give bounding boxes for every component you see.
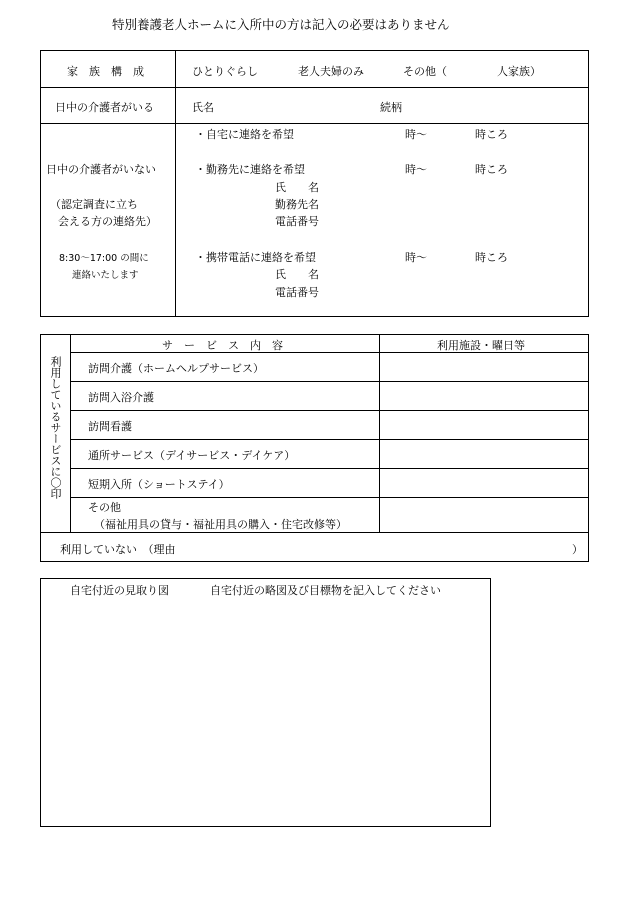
family-label: 家 族 構 成 xyxy=(67,65,144,78)
work-time-from: 時～ xyxy=(405,163,427,176)
contact-work[interactable]: ・勤務先に連絡を希望 xyxy=(195,163,305,176)
caregiver-name-label: 氏名 xyxy=(192,101,214,114)
table-divider xyxy=(70,334,71,532)
map-label: 自宅付近の見取り図 xyxy=(70,584,169,597)
caregiver-present-label: 日中の介護者がいる xyxy=(55,101,154,114)
services-col-content: サ ー ビ ス 内 容 xyxy=(162,339,283,352)
table-divider xyxy=(40,123,589,124)
work-time-to: 時ころ xyxy=(475,163,508,176)
contact-hours-2: 連絡いたします xyxy=(72,270,139,281)
mobile-phone-label: 電話番号 xyxy=(275,286,319,299)
service-row-short-stay[interactable]: 短期入所（ショートステイ） xyxy=(88,478,230,491)
table-divider xyxy=(70,381,589,382)
caregiver-relation-label: 続柄 xyxy=(380,101,402,114)
contact-hours-1: 8:30～17:00 の間に xyxy=(59,253,149,264)
services-col-facility: 利用施設・曜日等 xyxy=(437,339,525,352)
mobile-name-label: 氏 名 xyxy=(275,268,319,281)
page-title: 特別養護老人ホームに入所中の方は記入の必要はありません xyxy=(112,17,450,32)
mobile-time-to: 時ころ xyxy=(475,251,508,264)
table-divider xyxy=(70,410,589,411)
not-using-label[interactable]: 利用していない （理由 xyxy=(60,543,176,556)
home-time-from: 時～ xyxy=(405,128,427,141)
table-divider xyxy=(70,497,589,498)
family-option-other[interactable]: その他（ xyxy=(403,65,447,78)
work-workplace-label: 勤務先名 xyxy=(275,198,319,211)
table-divider xyxy=(379,334,380,532)
caregiver-absent-label: 日中の介護者がいない xyxy=(46,163,156,176)
work-name-label: 氏 名 xyxy=(275,181,319,194)
map-box[interactable] xyxy=(40,578,491,827)
service-row-other-detail: （福祉用具の貸与・福祉用具の購入・住宅改修等） xyxy=(94,518,347,531)
contact-home[interactable]: ・自宅に連絡を希望 xyxy=(195,128,294,141)
home-time-to: 時ころ xyxy=(475,128,508,141)
map-instruction: 自宅付近の略図及び目標物を記入してください xyxy=(210,584,441,597)
mobile-time-from: 時～ xyxy=(405,251,427,264)
table-divider xyxy=(70,468,589,469)
caregiver-absent-note1: （認定調査に立ち xyxy=(50,198,138,211)
table-divider xyxy=(175,50,176,317)
caregiver-absent-note2: 会える方の連絡先） xyxy=(58,215,157,228)
work-phone-label: 電話番号 xyxy=(275,215,319,228)
service-row-bathing[interactable]: 訪問入浴介護 xyxy=(88,391,154,404)
table-divider xyxy=(40,87,589,88)
family-count-suffix: 人家族） xyxy=(497,65,541,78)
family-option-alone[interactable]: ひとりぐらし xyxy=(192,65,258,78)
service-row-nursing[interactable]: 訪問看護 xyxy=(88,420,132,433)
services-side-label: 利用しているサービスに〇印 xyxy=(49,356,62,499)
service-row-other[interactable]: その他 xyxy=(88,501,121,514)
contact-mobile[interactable]: ・携帯電話に連絡を希望 xyxy=(195,251,316,264)
service-row-daycare[interactable]: 通所サービス（デイサービス・デイケア） xyxy=(88,449,296,462)
family-option-couple[interactable]: 老人夫婦のみ xyxy=(298,65,364,78)
service-row-home-help[interactable]: 訪問介護（ホームヘルプサービス） xyxy=(88,362,264,375)
table-divider xyxy=(70,439,589,440)
table-divider xyxy=(40,532,589,533)
not-using-close: ） xyxy=(572,543,583,556)
